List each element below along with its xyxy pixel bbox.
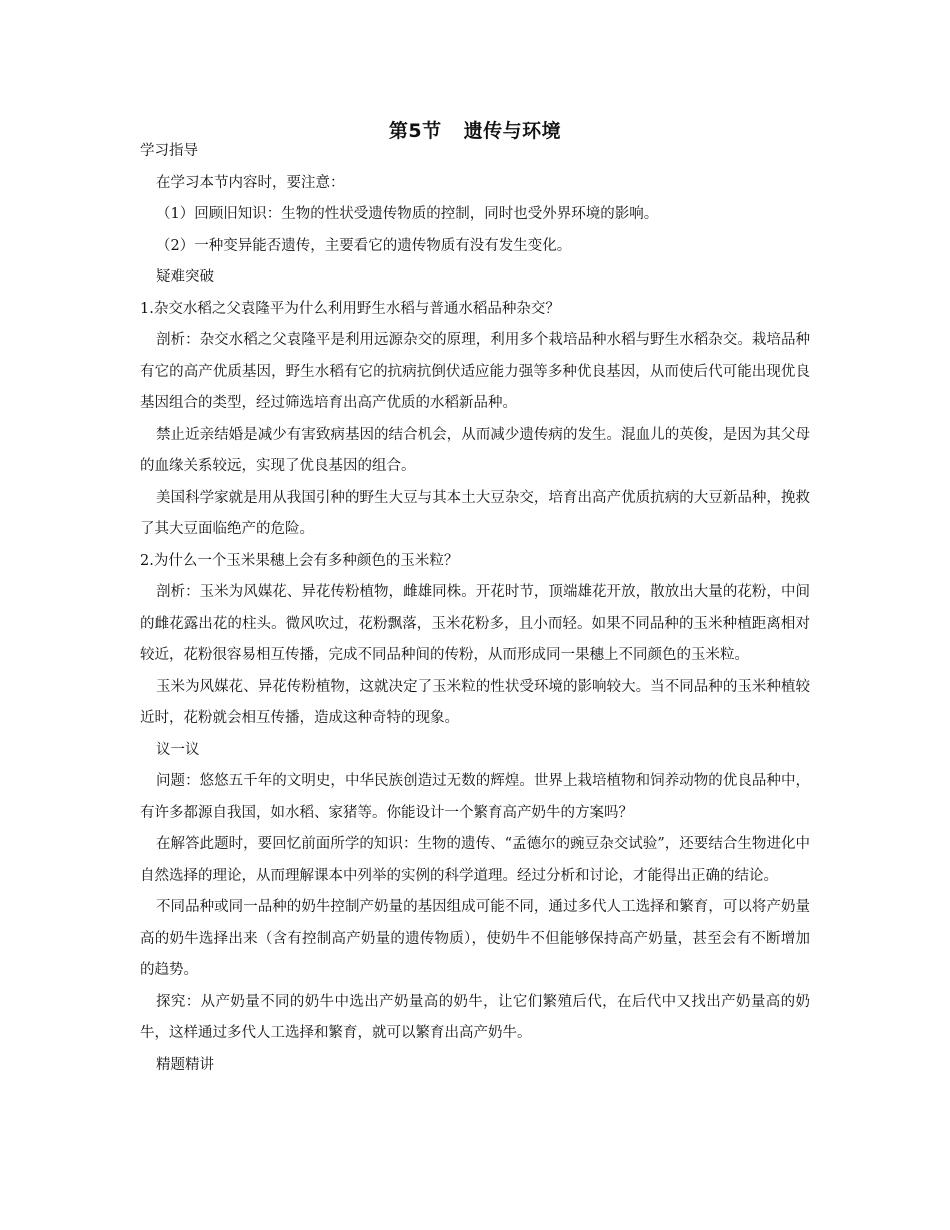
paragraph: 在解答此题时，要回忆前面所学的知识：生物的遗传、“孟德尔的豌豆杂交试验”，还要结合生物进化中自然选择的理论，从而理解课本中列举的实例的科学道理。经过分析和讨论，才能得出正确的结论。 [140,836,810,884]
paragraph: 玉米为风媒花、异花传粉植物，这就决定了玉米粒的性状受环境的影响较大。当不同品种的玉米种植较近时，花粉就会相互传播，造成这种奇特的现象。 [140,678,810,726]
paragraph: （1）回顾旧知识：生物的性状受遗传物质的控制，同时也受外界环境的影响。 [156,206,659,222]
heading-study-guide: 学习指导 [140,143,198,159]
paragraph: 剖析：玉米为风媒花、异花传粉植物，雌雄同株。开花时节，顶端雄花开放，散放出大量的花粉，中间的雌花露出花的柱头。微风吹过，花粉飘落，玉米花粉多，且小而轻。如果不同品种的玉米种植距离相对较近，花粉很容易相互传播，完成不同品种间的传粉，从而形成同一果穗上不同颜色的玉米粒。 [140,584,810,663]
paragraph: 美国科学家就是用从我国引种的野生大豆与其本土大豆杂交，培育出高产优质抗病的大豆新品种，挽救了其大豆面临绝产的危险。 [140,489,810,537]
paragraph: 禁止近亲结婚是减少有害致病基因的结合机会，从而减少遗传病的发生。混血儿的英俊，是因为其父母的血缘关系较远，实现了优良基因的组合。 [140,426,810,474]
section-heading: 遗传与环境 [463,120,562,142]
paragraph: 在学习本节内容时，要注意： [156,174,345,191]
paragraph: 探究：从产奶量不同的奶牛中选出产奶量高的奶牛，让它们繁殖后代，在后代中又找出产奶量高的奶牛，这样通过多代人工选择和繁育，就可以繁育出高产奶牛。 [140,993,810,1041]
heading-exercises: 精题精讲 [156,1056,214,1073]
paragraph: 问题：悠悠五千年的文明史，中华民族创造过无数的辉煌。世界上栽培植物和饲养动物的优良品种中，有许多都源自我国，如水稻、家猪等。你能设计一个繁育高产奶牛的方案吗？ [140,773,810,821]
heading-difficulties: 疑难突破 [156,269,214,285]
paragraph: 剖析：杂交水稻之父袁隆平是利用远源杂交的原理，利用多个栽培品种水稻与野生水稻杂交。栽培品种有它的高产优质基因，野生水稻有它的抗病抗倒伏适应能力强等多种优良基因，从而使后代可能出现优良基因组合的类型，经过筛选培育出高产优质的水稻新品种。 [140,332,810,411]
paragraph: （2）一种变异能否遗传，主要看它的遗传物质有没有发生变化。 [156,237,572,254]
paragraph: 不同品种或同一品种的奶牛控制产奶量的基因组成可能不同，通过多代人工选择和繁育，可以将产奶量高的奶牛选择出来（含有控制高产奶量的遗传物质），使奶牛不但能够保持高产奶量，甚至会有不断增加的趋势。 [140,899,810,978]
question-2: 2.为什么一个玉米果穗上会有多种颜色的玉米粒？ [140,552,459,569]
section-number: 第5节 [388,120,442,142]
question-1: 1.杂交水稻之父袁隆平为什么利用野生水稻与普通水稻品种杂交？ [140,300,560,317]
heading-discussion: 议一议 [156,741,200,758]
document-body [140,136,810,1081]
